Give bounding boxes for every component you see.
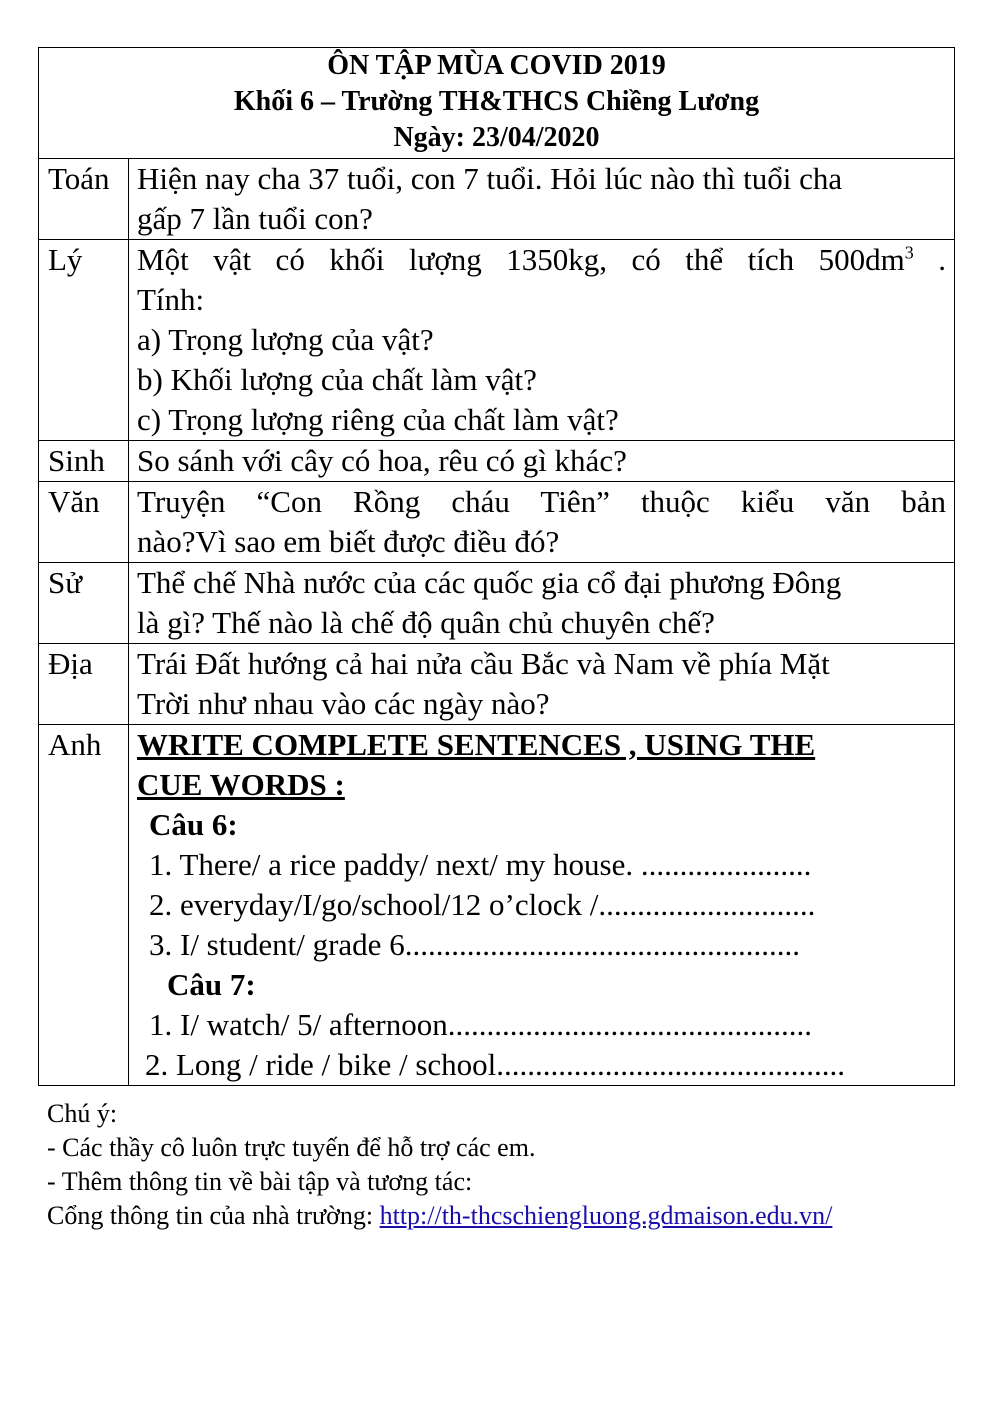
document-title: ÔN TẬP MÙA COVID 2019 xyxy=(327,50,666,81)
question-sinh xyxy=(129,441,955,482)
subject-van: Văn xyxy=(39,482,129,563)
subject-sinh: Sinh xyxy=(39,441,129,482)
question-line: là gì? Thế nào là chế độ quân chủ chuyên chế? xyxy=(137,605,715,640)
notes-section xyxy=(47,1097,832,1233)
question-dia xyxy=(129,644,955,725)
exercise-item: 3. I/ student/ grade 6................................................... xyxy=(149,927,800,962)
superscript: 3 xyxy=(904,242,914,263)
exercise-item: 2. everyday/I/go/school/12 o’clock /............................ xyxy=(149,887,816,922)
review-table xyxy=(38,47,955,1086)
question-anh xyxy=(129,725,955,1086)
question-line: Trời như nhau vào các ngày nào? xyxy=(137,686,550,721)
subject-toan: Toán xyxy=(39,159,129,240)
subject-su: Sử xyxy=(39,563,129,644)
question-line: gấp 7 lần tuổi con? xyxy=(137,201,373,236)
question-line: Thể chế Nhà nước của các quốc gia cổ đại phương Đông xyxy=(137,565,842,600)
row-ly xyxy=(39,240,955,441)
exercise-item: 2. Long / ride / bike / school............................................. xyxy=(145,1047,846,1082)
header-row xyxy=(39,48,955,159)
portal-line xyxy=(47,1199,832,1233)
cau-6-heading: Câu 6: xyxy=(149,807,238,842)
question-su xyxy=(129,563,955,644)
question-line: Truyện “Con Rồng cháu Tiên” thuộc kiểu văn bản xyxy=(137,484,946,519)
question-line: nào?Vì sao em biết được điều đó? xyxy=(137,524,560,559)
header-cell xyxy=(39,48,955,159)
date-line: Ngày: 23/04/2020 xyxy=(393,122,600,153)
question-line xyxy=(137,240,946,280)
question-line: Trái Đất hướng cả hai nửa cầu Bắc và Nam về phía Mặt xyxy=(137,646,830,681)
subject-dia: Địa xyxy=(39,644,129,725)
question-text: Một vật có khối lượng 1350kg, có thể tích 500dm xyxy=(137,242,905,277)
question-text-end: . xyxy=(913,242,947,277)
cau-7-heading: Câu 7: xyxy=(167,967,256,1002)
question-line: Tính: xyxy=(137,282,205,317)
question-van xyxy=(129,482,955,563)
question-line: Hiện nay cha 37 tuổi, con 7 tuổi. Hỏi lúc nào thì tuổi cha xyxy=(137,161,843,196)
row-van xyxy=(39,482,955,563)
exercise-item: 1. There/ a rice paddy/ next/ my house. ...................... xyxy=(149,847,812,882)
portal-label: Cổng thông tin của nhà trường: xyxy=(47,1201,380,1230)
subject-anh: Anh xyxy=(39,725,129,1086)
row-dia xyxy=(39,644,955,725)
row-anh xyxy=(39,725,955,1086)
english-instruction: CUE WORDS : xyxy=(137,767,345,802)
subject-ly: Lý xyxy=(39,240,129,441)
row-toan xyxy=(39,159,955,240)
question-toan xyxy=(129,159,955,240)
notes-line: - Thêm thông tin về bài tập và tương tác: xyxy=(47,1167,473,1196)
question-line: b) Khối lượng của chất làm vật? xyxy=(137,362,537,397)
school-line: Khối 6 – Trường TH&THCS Chiềng Lương xyxy=(233,86,760,117)
exercise-item: 1. I/ watch/ 5/ afternoon............................................... xyxy=(149,1007,812,1042)
notes-line: - Các thầy cô luôn trực tuyến để hỗ trợ các em. xyxy=(47,1133,536,1162)
row-sinh xyxy=(39,441,955,482)
question-ly xyxy=(129,240,955,441)
english-instruction: WRITE COMPLETE SENTENCES , USING THE xyxy=(137,727,816,762)
row-su xyxy=(39,563,955,644)
question-line: a) Trọng lượng của vật? xyxy=(137,322,434,357)
portal-link[interactable]: http://th-thcschiengluong.gdmaison.edu.vn/ xyxy=(379,1201,833,1230)
question-line: So sánh với cây có hoa, rêu có gì khác? xyxy=(137,443,627,478)
notes-heading: Chú ý: xyxy=(47,1099,118,1128)
question-line: c) Trọng lượng riêng của chất làm vật? xyxy=(137,402,619,437)
